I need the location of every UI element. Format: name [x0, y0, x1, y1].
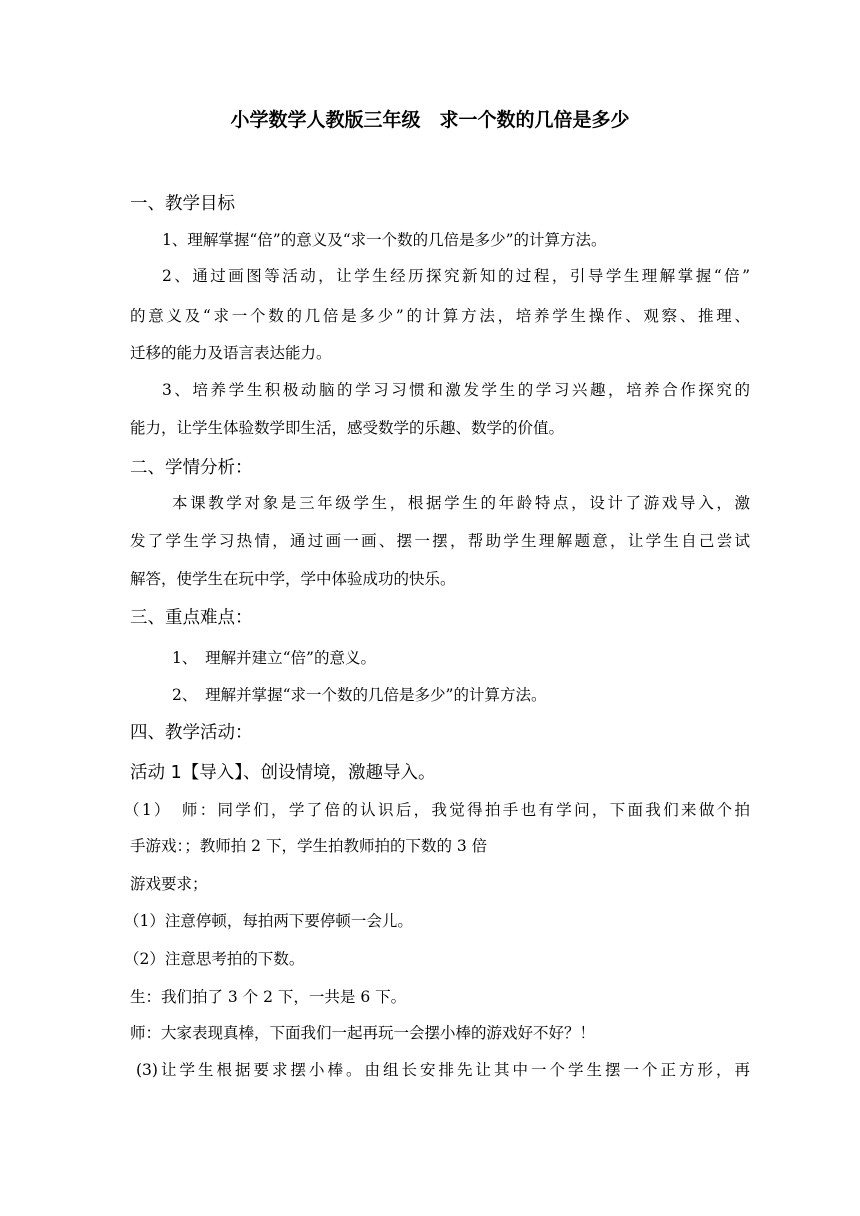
- activity-step-3: (3)让学生根据要求摆小棒。由组长安排先让其中一个学生摆一个正方形，再: [136, 1061, 750, 1079]
- objective-2-line-3: 迁移的能力及语言表达能力。: [130, 344, 332, 362]
- activity-1-heading: 活动 1【导入】、创设情境，激趣导入。: [130, 763, 436, 783]
- game-requirement-2: （2）注意思考拍的下数。: [124, 950, 305, 968]
- key-point-1: 1、 理解并建立“倍”的意义。: [172, 649, 376, 667]
- objective-3-line-1: 3、培养学生积极动脑的学习习惯和激发学生的学习兴趣，培养合作探究的: [162, 381, 750, 399]
- section-heading-activities: 四、教学活动：: [130, 723, 253, 743]
- teacher-remark: 师：大家表现真棒，下面我们一起再玩一会摆小棒的游戏好不好？！: [130, 1024, 596, 1042]
- document-title: 小学数学人教版三年级 求一个数的几倍是多少: [230, 109, 630, 131]
- objective-2-line-1: 2、通过画图等活动，让学生经历探究新知的过程，引导学生理解掌握“倍”: [162, 267, 750, 285]
- game-requirement-1: （1）注意停顿，每拍两下要停顿一会儿。: [124, 912, 413, 930]
- objective-1: 1、理解掌握“倍”的意义及“求一个数的几倍是多少”的计算方法。: [162, 231, 607, 249]
- section-heading-key-points: 三、重点难点：: [130, 608, 253, 628]
- analysis-line-2: 发了学生学习热情，通过画一画、摆一摆，帮助学生理解题意，让学生自己尝试: [130, 532, 750, 550]
- key-point-2: 2、 理解并掌握“求一个数的几倍是多少”的计算方法。: [172, 686, 547, 704]
- game-requirements-label: 游戏要求；: [130, 875, 208, 893]
- section-heading-objectives: 一、教学目标: [130, 194, 235, 214]
- objective-2-line-2: 的意义及“求一个数的几倍是多少”的计算方法，培养学生操作、观察、推理、: [130, 307, 750, 325]
- section-heading-analysis: 二、学情分析：: [130, 458, 253, 478]
- objective-3-line-2: 能力，让学生体验数学即生活，感受数学的乐趣、数学的价值。: [130, 419, 565, 437]
- analysis-line-3: 解答，使学生在玩中学，学中体验成功的快乐。: [130, 570, 456, 588]
- activity-text-line-2: 手游戏：；教师拍 2 下，学生拍教师拍的下数的 3 倍: [130, 837, 488, 855]
- student-response: 生：我们拍了 3 个 2 下，一共是 6 下。: [130, 988, 407, 1006]
- analysis-line-1: 本课教学对象是三年级学生，根据学生的年龄特点，设计了游戏导入，激: [172, 494, 750, 512]
- activity-text-line-1: （1） 师：同学们，学了倍的认识后，我觉得拍手也有学问，下面我们来做个拍: [124, 801, 750, 819]
